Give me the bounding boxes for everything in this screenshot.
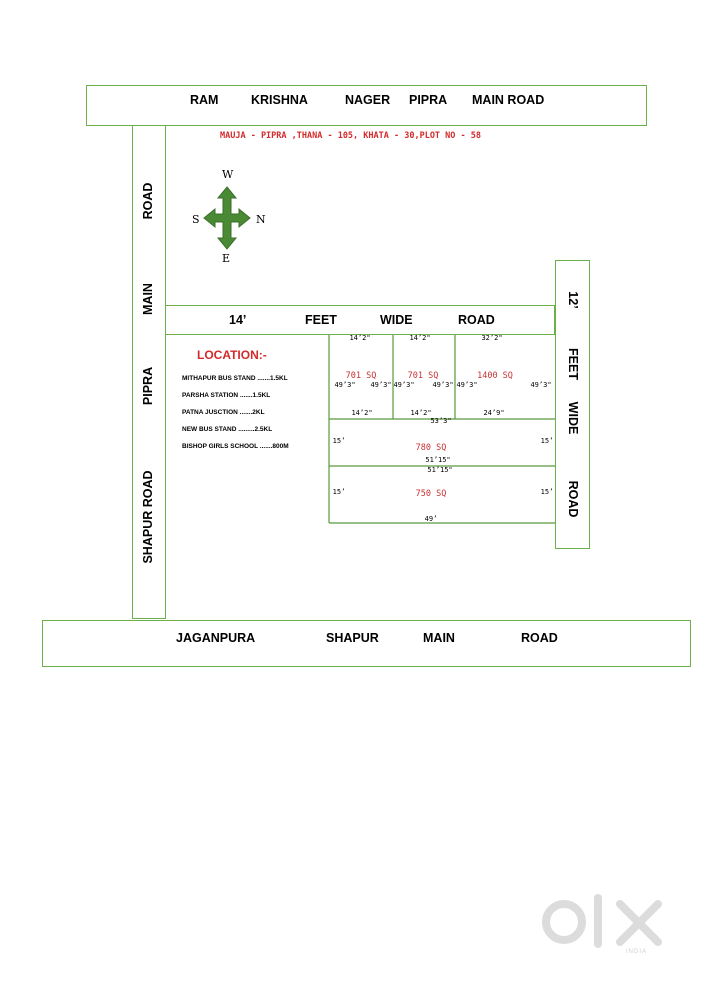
road-label-word: ROAD <box>141 182 155 220</box>
road-label-word: KRISHNA <box>251 93 308 107</box>
plot-dimension: 51’15" <box>427 466 453 474</box>
olx-logo-icon <box>540 892 670 952</box>
olx-watermark <box>540 892 670 962</box>
plot-dimension: 14’2" <box>351 409 373 417</box>
road-label-word: PIPRA <box>409 93 448 107</box>
location-item: PARSHA STATION .......1.5KL <box>182 392 271 399</box>
plot-dimension: 15’ <box>332 488 346 496</box>
compass-north-label: N <box>256 213 266 226</box>
road-label-word: MAIN <box>141 283 155 315</box>
road-label-word: SHAPUR <box>326 631 379 645</box>
plot-dimension: 15’ <box>540 488 554 496</box>
plot-dimension: 14’2" <box>409 334 431 342</box>
road-label-word: ROAD <box>521 631 558 645</box>
road-label-word: SHAPUR ROAD <box>141 470 155 564</box>
plot-dimension: 49’3" <box>393 381 415 389</box>
road-label-word: 14’ <box>229 313 247 327</box>
plot-dimension: 49’ <box>424 515 438 523</box>
plot-dimension: 49’3" <box>432 381 454 389</box>
plot-area-label: 750 SQ <box>415 489 447 499</box>
road-label-word: FEET <box>305 313 337 327</box>
road-label-word: ROAD <box>458 313 495 327</box>
olx-sub-label: INDIA <box>626 949 648 955</box>
plot-dimension: 15’ <box>332 437 346 445</box>
plot-area-label: 1400 SQ <box>477 371 513 381</box>
plot-area-label: 701 SQ <box>407 371 439 381</box>
road-label-word: PIPRA <box>141 366 155 406</box>
plot-dimension: 53’3" <box>430 417 452 425</box>
location-title: LOCATION:- <box>197 348 267 362</box>
plot-info-note: MAUJA - PIPRA ,THANA - 105, KHATA - 30,PLOT NO - 58 <box>220 131 481 141</box>
plot-dimension: 49’3" <box>456 381 478 389</box>
plot-dimension: 15’ <box>540 437 554 445</box>
road-label-word: RAM <box>190 93 219 107</box>
plot-dimension: 49’3" <box>530 381 552 389</box>
road-label-word: WIDE <box>380 313 413 327</box>
location-item: MITHAPUR BUS STAND .......1.5KL <box>182 375 288 382</box>
plot-dimension: 32’2" <box>481 334 503 342</box>
plot-dimension: 49’3" <box>370 381 392 389</box>
plot-area-label: 780 SQ <box>415 443 447 453</box>
location-item: NEW BUS STAND .........2.5KL <box>182 426 273 433</box>
plot-dimension: 49’3" <box>334 381 356 389</box>
road-label-word: NAGER <box>345 93 391 107</box>
road-label-word: MAIN <box>423 631 455 645</box>
road-label-word: 12’ <box>566 291 580 309</box>
plot-area-label: 701 SQ <box>345 371 377 381</box>
plot-dimension: 14’2" <box>349 334 371 342</box>
road-label-word: JAGANPURA <box>176 631 256 645</box>
road-label-word: FEET <box>566 348 580 380</box>
road-label-word: MAIN ROAD <box>472 93 545 107</box>
road-label-word: ROAD <box>566 480 580 518</box>
plot-dimension: 14’2" <box>410 409 432 417</box>
compass-east-label: E <box>222 252 231 265</box>
compass-south-label: S <box>192 213 200 226</box>
road-label-word: WIDE <box>566 401 580 435</box>
plot-dimension: 51’15" <box>425 456 451 464</box>
location-item: PATNA JUSCTION .......2KL <box>182 409 265 416</box>
road-jaganpura-shapur-main <box>42 620 691 667</box>
plot-dimension: 24’9" <box>483 409 505 417</box>
compass-west-label: W <box>222 168 234 181</box>
location-item: BISHOP GIRLS SCHOOL .......800M <box>182 443 289 450</box>
